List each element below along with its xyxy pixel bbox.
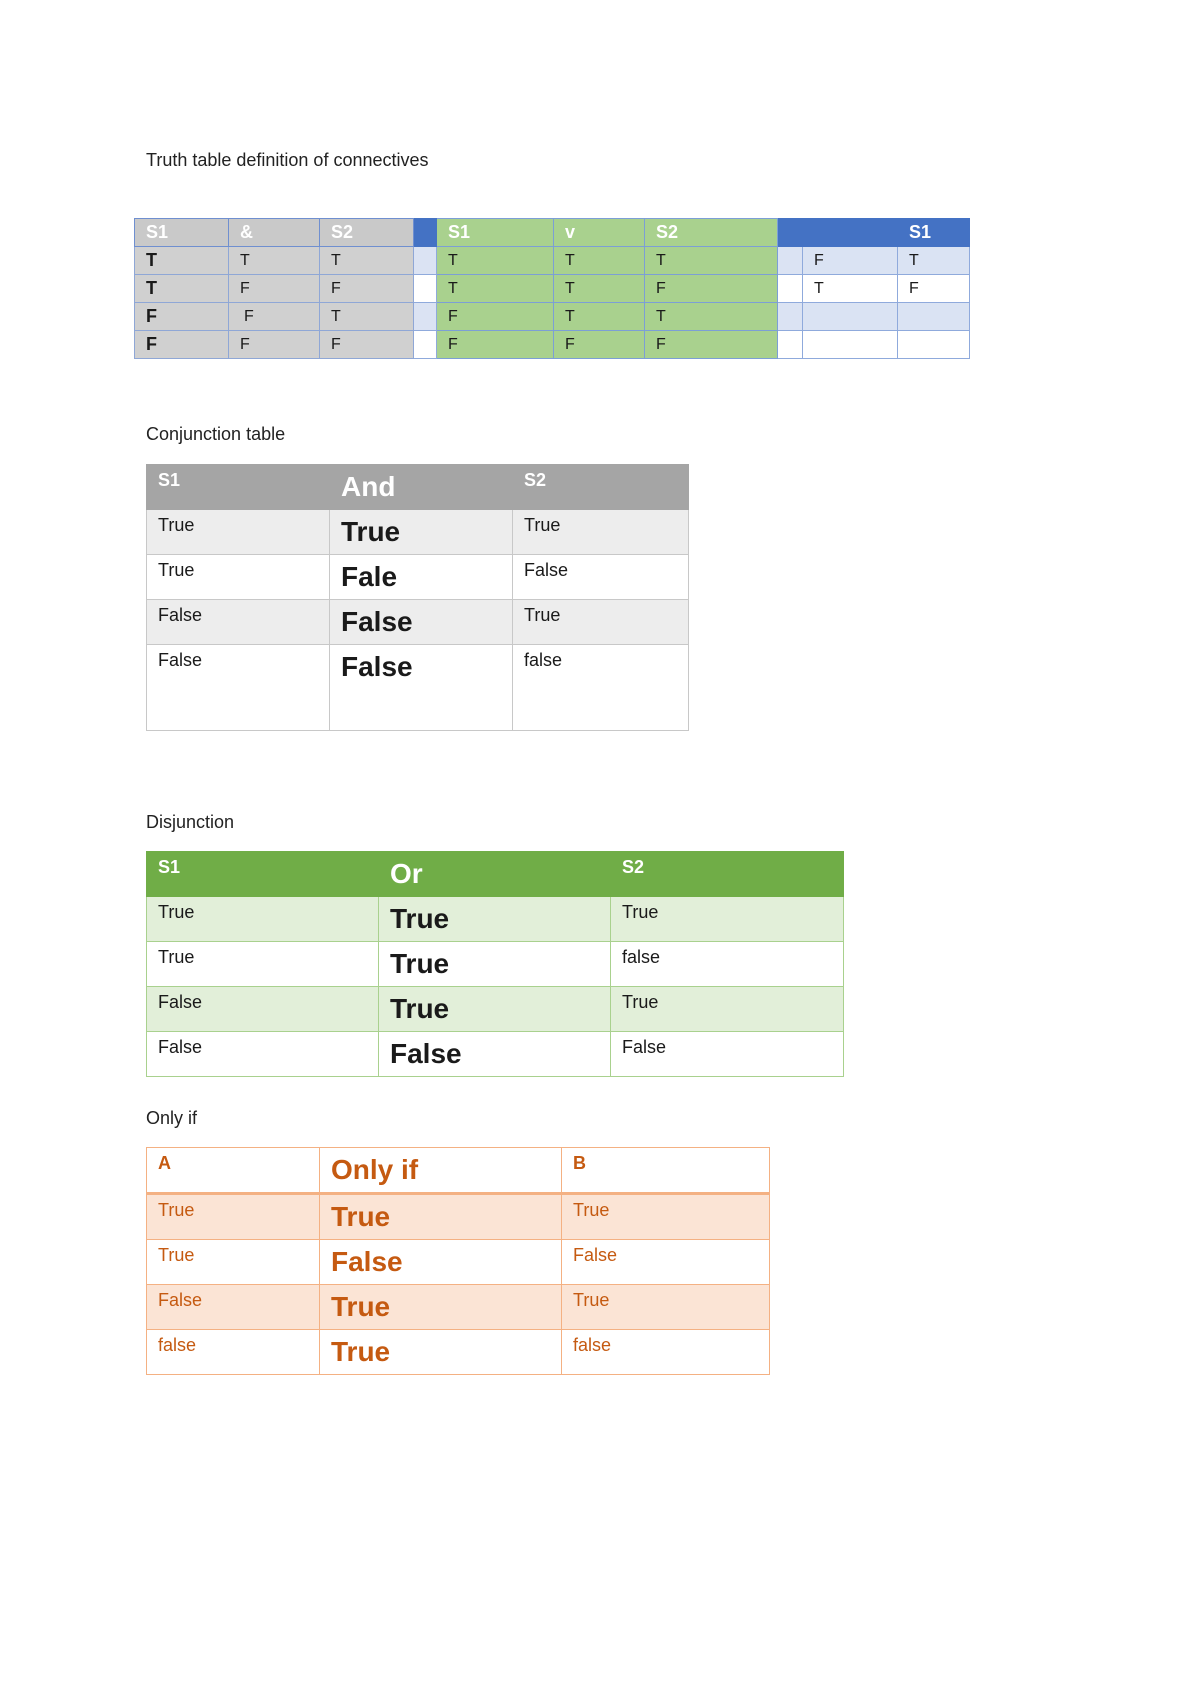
spacer-cell	[414, 219, 437, 247]
table-cell	[898, 303, 970, 331]
table-row	[147, 510, 689, 555]
table-cell: True	[379, 987, 611, 1032]
table-cell: F	[437, 303, 554, 331]
header-cell: S1	[898, 219, 970, 247]
conjunction-table	[146, 464, 689, 731]
table-cell: True	[147, 1194, 320, 1240]
table-cell: False	[147, 645, 330, 731]
table-cell: True	[513, 600, 689, 645]
table-row	[147, 942, 844, 987]
table-cell: T	[554, 247, 645, 275]
table-cell: Fale	[330, 555, 513, 600]
table-cell: false	[147, 1330, 320, 1375]
header-cell: v	[554, 219, 645, 247]
table-cell: T	[437, 275, 554, 303]
table-header-row	[147, 465, 689, 510]
table-cell: T	[320, 303, 414, 331]
spacer-cell	[778, 303, 803, 331]
table-row	[147, 1032, 844, 1077]
table-cell: True	[562, 1285, 770, 1330]
page-title: Truth table definition of connectives	[146, 150, 429, 170]
table-cell: True	[379, 942, 611, 987]
table-row	[147, 1240, 770, 1285]
table-cell: False	[320, 1240, 562, 1285]
table-cell: F	[437, 331, 554, 359]
table-cell: False	[379, 1032, 611, 1077]
table-cell: F	[229, 303, 320, 331]
table-cell: false	[562, 1330, 770, 1375]
table-cell: F	[320, 275, 414, 303]
spacer-cell	[778, 247, 803, 275]
table-cell: F	[554, 331, 645, 359]
table-cell: False	[562, 1240, 770, 1285]
table-cell: True	[147, 510, 330, 555]
spacer-cell	[803, 219, 898, 247]
connectives-truth-table	[134, 218, 970, 359]
table-cell: F	[229, 331, 320, 359]
table-cell: T	[803, 275, 898, 303]
header-cell: S1	[437, 219, 554, 247]
table-cell: F	[645, 275, 778, 303]
table-cell: F	[803, 247, 898, 275]
spacer-cell	[414, 275, 437, 303]
spacer-cell	[778, 275, 803, 303]
table-cell: false	[513, 645, 689, 731]
header-cell: S2	[611, 852, 844, 897]
table-cell: True	[320, 1330, 562, 1375]
table-cell: False	[147, 1032, 379, 1077]
spacer-cell	[414, 331, 437, 359]
table-header-row	[147, 1148, 770, 1194]
table-cell: T	[898, 247, 970, 275]
header-cell: B	[562, 1148, 770, 1194]
table-cell: F	[898, 275, 970, 303]
table-cell: False	[513, 555, 689, 600]
table-cell	[803, 303, 898, 331]
table-cell: False	[147, 600, 330, 645]
header-cell: S1	[147, 852, 379, 897]
table-cell: True	[611, 897, 844, 942]
table-cell	[803, 331, 898, 359]
table-cell: True	[611, 987, 844, 1032]
table-cell: T	[554, 275, 645, 303]
table-cell: True	[562, 1194, 770, 1240]
spacer-cell	[778, 219, 803, 247]
table-cell: True	[147, 555, 330, 600]
table-cell: T	[645, 247, 778, 275]
table-row	[135, 247, 970, 275]
header-cell: And	[330, 465, 513, 510]
onlyif-table	[146, 1147, 770, 1375]
spacer-cell	[414, 303, 437, 331]
table-cell: True	[320, 1194, 562, 1240]
table-cell: F	[645, 331, 778, 359]
table-cell: F	[135, 331, 229, 359]
header-cell: S2	[513, 465, 689, 510]
table-cell: False	[330, 600, 513, 645]
spacer-cell	[414, 247, 437, 275]
table-cell: True	[147, 1240, 320, 1285]
table-cell: T	[135, 247, 229, 275]
disjunction-label: Disjunction	[146, 812, 235, 832]
table-cell: False	[330, 645, 513, 731]
table-cell: True	[330, 510, 513, 555]
table-cell: False	[147, 1285, 320, 1330]
header-cell: A	[147, 1148, 320, 1194]
table-cell: F	[320, 331, 414, 359]
table-cell: false	[611, 942, 844, 987]
table-row	[147, 1194, 770, 1240]
table-row	[135, 303, 970, 331]
header-cell: S2	[320, 219, 414, 247]
table-row	[147, 987, 844, 1032]
onlyif-label: Only if	[146, 1108, 198, 1128]
table-header-row	[147, 852, 844, 897]
header-cell: S2	[645, 219, 778, 247]
table-row	[147, 600, 689, 645]
table-cell: F	[135, 303, 229, 331]
table-cell: F	[229, 275, 320, 303]
table-cell: True	[147, 897, 379, 942]
table-cell: T	[554, 303, 645, 331]
table-cell	[898, 331, 970, 359]
table-cell: True	[379, 897, 611, 942]
table-row	[147, 1330, 770, 1375]
table-header-row	[135, 219, 970, 247]
table-row	[135, 275, 970, 303]
table-cell: True	[147, 942, 379, 987]
table-cell: T	[645, 303, 778, 331]
table-cell: T	[320, 247, 414, 275]
table-cell: True	[513, 510, 689, 555]
table-cell: False	[147, 987, 379, 1032]
header-cell: S1	[147, 465, 330, 510]
table-cell: T	[135, 275, 229, 303]
header-cell: Only if	[320, 1148, 562, 1194]
table-cell: True	[320, 1285, 562, 1330]
table-cell: False	[611, 1032, 844, 1077]
table-cell: T	[437, 247, 554, 275]
table-row	[135, 331, 970, 359]
table-row	[147, 555, 689, 600]
table-row	[147, 897, 844, 942]
disjunction-table	[146, 851, 844, 1077]
spacer-cell	[778, 331, 803, 359]
table-row	[147, 645, 689, 731]
header-cell: S1	[135, 219, 229, 247]
table-row	[147, 1285, 770, 1330]
header-cell: &	[229, 219, 320, 247]
header-cell: Or	[379, 852, 611, 897]
conjunction-label: Conjunction table	[146, 424, 286, 444]
table-cell: T	[229, 247, 320, 275]
